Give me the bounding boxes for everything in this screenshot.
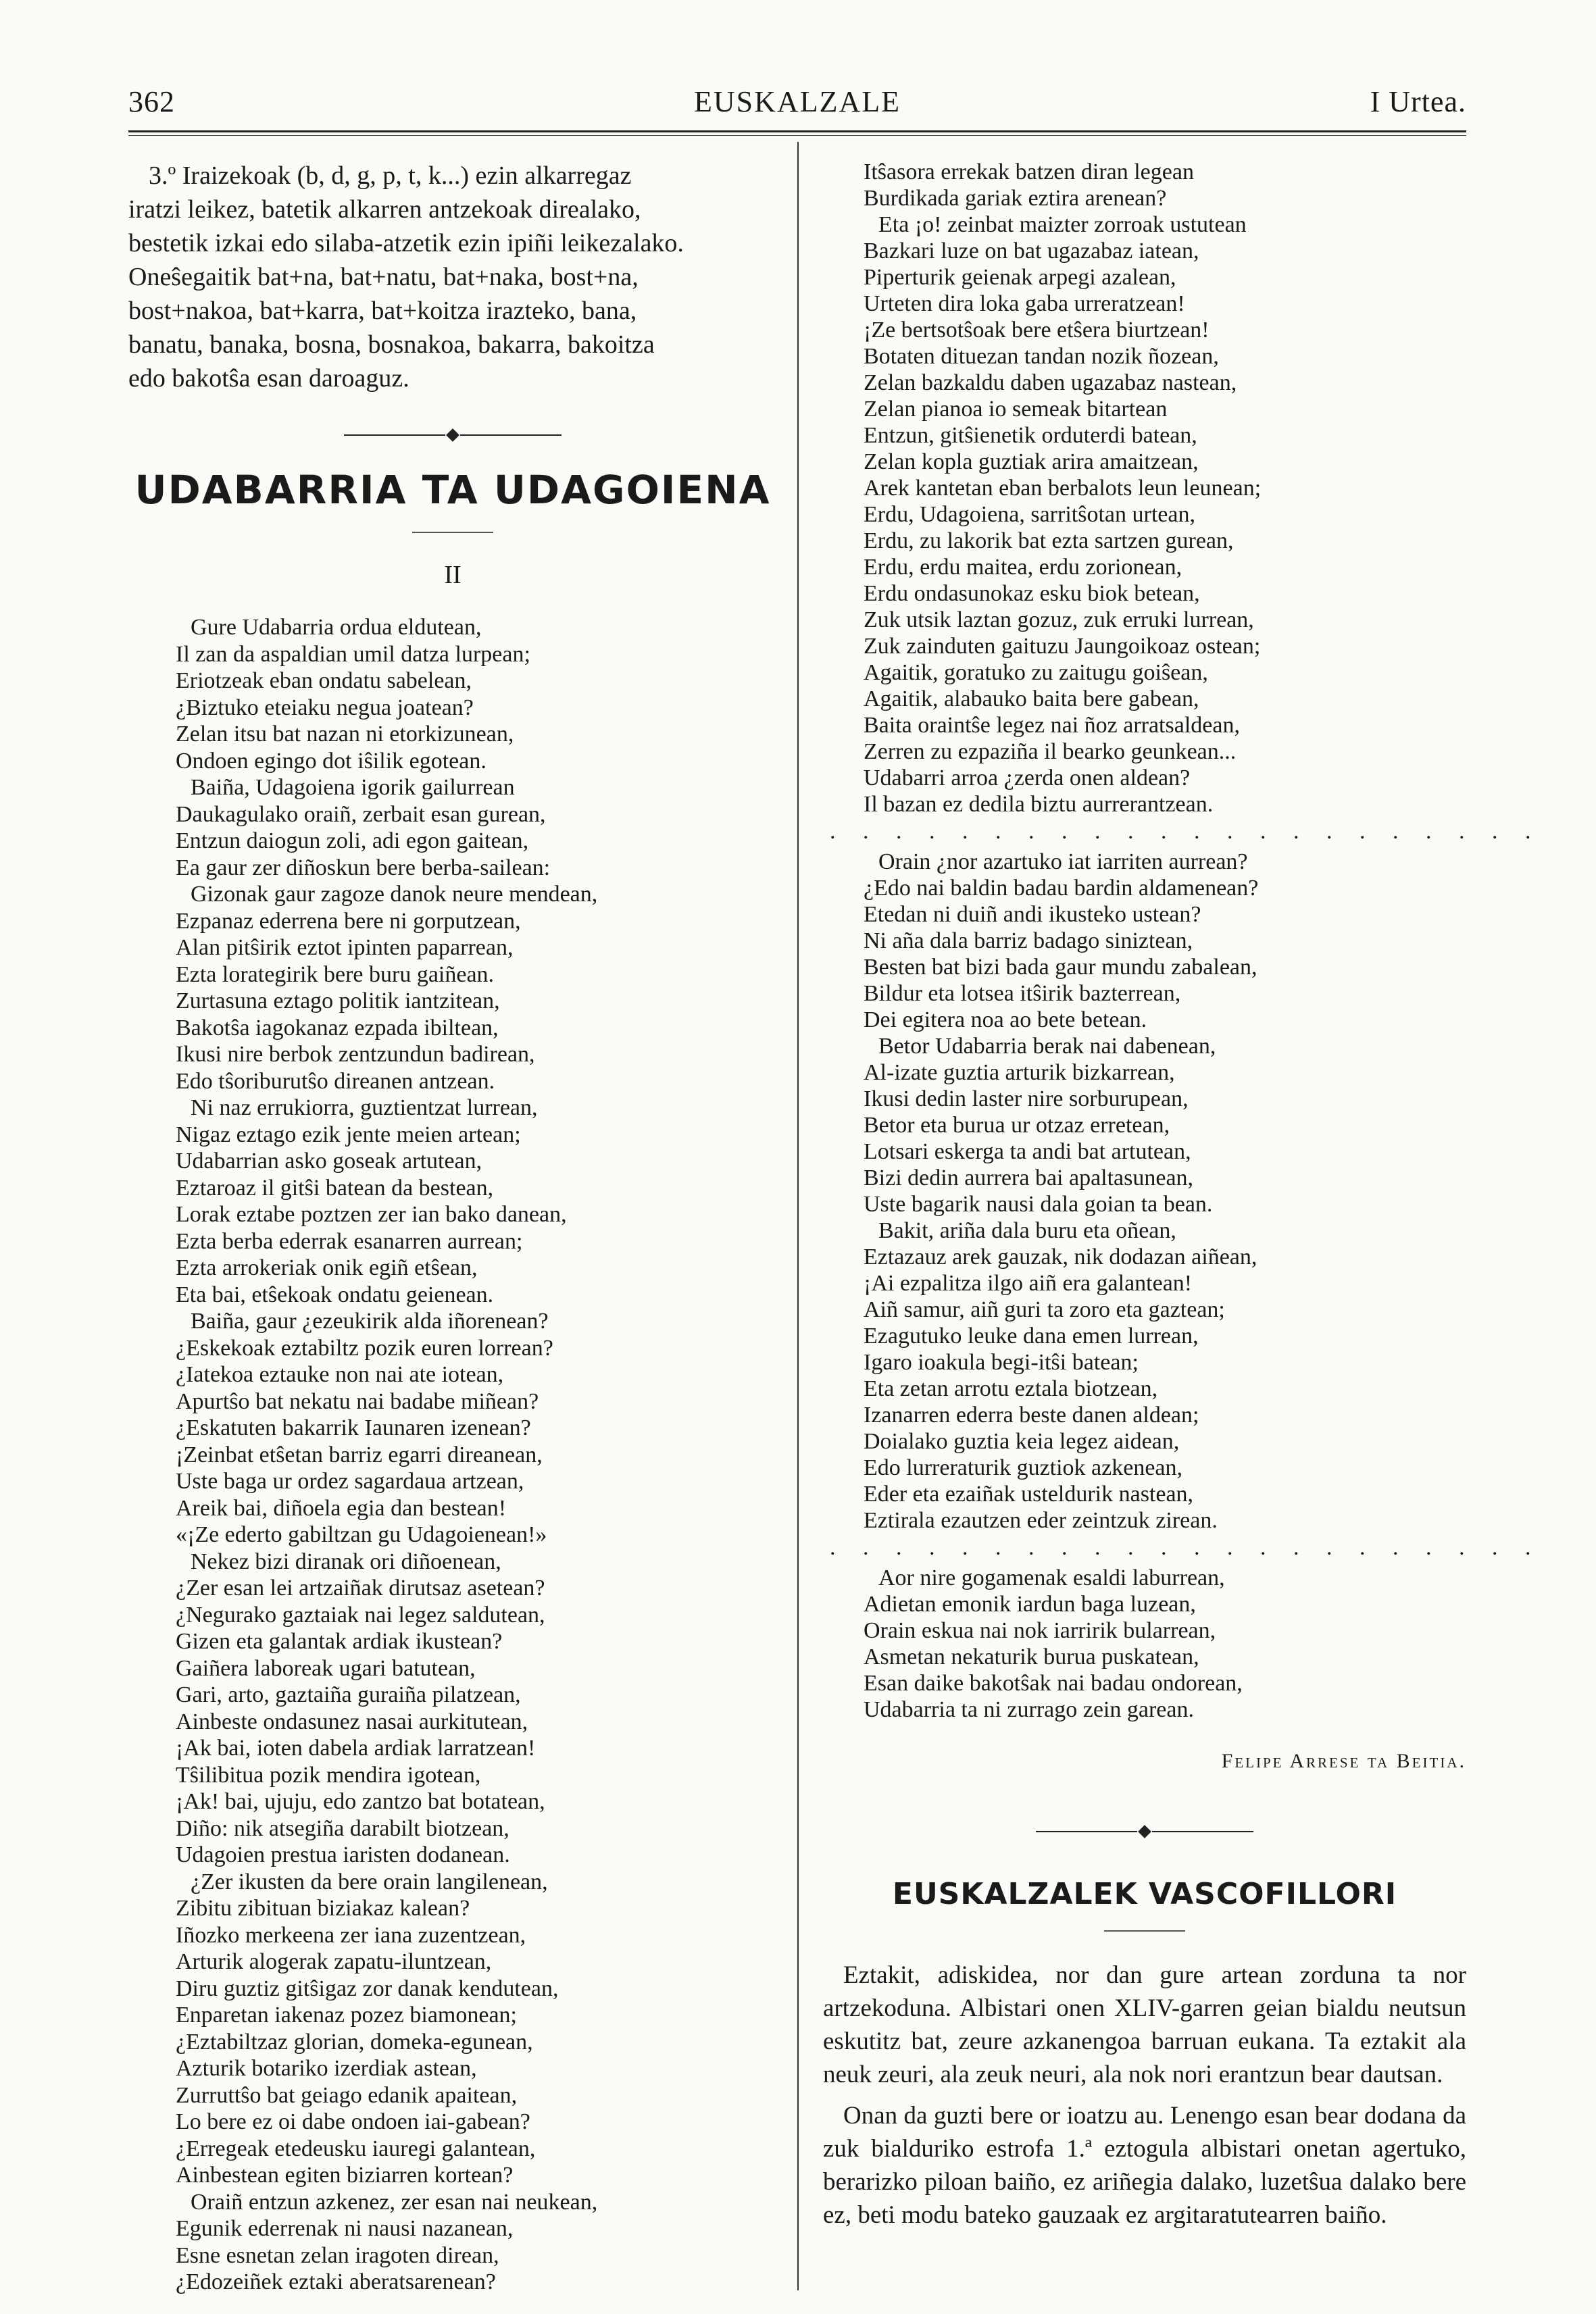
poem-line: Eriotzeak eban ondatu sabelean, [176, 668, 472, 693]
poem-line: Orain eskua nai nok iarririk bularrean, [864, 1618, 1216, 1643]
poem-line: Esne esnetan zelan iragoten direan, [176, 2242, 499, 2268]
poem-line: Bazkari luze on bat ugazabaz iatean, [864, 238, 1199, 263]
poem-line: Eztirala ezautzen eder zeintzuk zirean. [864, 1508, 1218, 1533]
poem-line: Oraiñ entzun azkenez, zer esan nai neukean, [191, 2189, 598, 2215]
page-number: 362 [128, 85, 175, 118]
poem-line: ¡Ak bai, ioten dabela ardiak larratzean! [176, 1736, 536, 1761]
poem-line: ¿Eztabiltzaz glorian, domeka-egunean, [176, 2029, 533, 2055]
poem-line: Diru guztiz gitŝigaz zor danak kendutean, [176, 1976, 559, 2001]
poem-line: Burdikada gariak eztira arenean? [864, 186, 1167, 211]
poem-line: Aiñ samur, aiñ guri ta zoro eta gaztean; [864, 1297, 1225, 1322]
poem-line: Gizen eta galantak ardiak ikustean? [176, 1629, 503, 1654]
poem-line: ¿Edo nai baldin badau bardin aldamenean? [864, 876, 1259, 901]
poem-line: ¿Iatekoa eztauke non nai ate iotean, [176, 1362, 504, 1387]
poem-line: Ni naz errukiorra, guztientzat lurrean, [191, 1095, 538, 1120]
poem-line: Eta ¡o! zeinbat maizter zorroak ustutean [878, 212, 1247, 237]
poem-line: Iñozko merkeena zer iana zuzentzean, [176, 1922, 526, 1948]
poem-line: Aor nire gogamenak esaldi laburrean, [878, 1565, 1225, 1590]
poem-line: Agaitik, alabauko baita bere gabean, [864, 686, 1199, 711]
poem-line: Zuk zainduten gaituzu Jaungoikoaz ostean; [864, 634, 1261, 659]
column-divider [797, 142, 799, 2290]
poem-line: Tŝilibitua pozik mendira igotean, [176, 1762, 481, 1788]
poem-line: ¿Eskekoak eztabiltz pozik euren lorrean? [176, 1335, 553, 1361]
poem-line: Doialako guztia keia legez aidean, [864, 1429, 1180, 1454]
poem-line: Arturik alogerak zapatu-iluntzean, [176, 1949, 492, 1974]
intro-line: Oneŝegaitik bat+na, bat+natu, bat+naka, bost+na, [128, 263, 639, 291]
poem-line: Betor Udabarria berak nai dabenean, [878, 1034, 1216, 1059]
poem-line: Edo tŝoriburutŝo direanen antzean. [176, 1068, 495, 1094]
poem-line: Zelan itsu bat nazan ni etorkizunean, [176, 722, 514, 747]
poem-line: Zerren zu ezpaziña il bearko geunkean... [864, 739, 1237, 764]
header-rule [128, 130, 1466, 132]
poem-line: ¡Ai ezpalitza ilgo aiñ era galantean! [864, 1271, 1193, 1296]
poem-line: Zurruttŝo bat geiago edanik apaitean, [176, 2082, 518, 2108]
journal-title: EUSKALZALE [694, 85, 901, 118]
poem-line: Entzun, gitŝienetik orduterdi batean, [864, 423, 1197, 448]
title-rule [412, 532, 493, 533]
ellipsis-separator: . . . . . . . . . . . . . . . . . . . . . . [830, 819, 1542, 844]
poem-line: Igaro ioakula begi-itŝi batean; [864, 1350, 1139, 1375]
poem-title: UDABARRIA TA UDAGOIENA [134, 467, 771, 513]
poem-line: Udabarrian asko goseak artutean, [176, 1149, 482, 1174]
poem-line: ¡Zeinbat etŝetan barriz egarri direanean, [176, 1442, 543, 1467]
poem-line: Baita oraintŝe legez nai ñoz arratsaldean, [864, 713, 1240, 738]
poem-line: Areik bai, diñoela egia dan bestean! [176, 1495, 507, 1521]
poem-line: Nigaz eztago ezik jente meien artean; [176, 1122, 521, 1147]
poem-line: Eztazauz arek gauzak, nik dodazan aiñean, [864, 1244, 1257, 1269]
poem-line: Arek kantetan eban berbalots leun leunean; [864, 476, 1262, 501]
section-ornament [128, 430, 777, 440]
poem-line: Il zan da aspaldian umil datza lurpean; [176, 641, 530, 667]
poem-line: Entzun daiogun zoli, adi egon gaitean, [176, 828, 529, 853]
poem-line: Bakotŝa iagokanaz ezpada ibiltean, [176, 1015, 499, 1040]
poem-line: Besten bat bizi bada gaur mundu zabalean, [864, 955, 1257, 980]
poem-line: Apurtŝo bat nekatu nai badabe miñean? [176, 1388, 539, 1414]
poem-line: Erdu ondasunokaz esku biok betean, [864, 581, 1200, 606]
poem-line: ¡Ze bertsotŝoak bere etŝera biurtzean! [864, 318, 1210, 343]
poem-line: ¿Erregeak etedeusku iauregi galantean, [176, 2136, 536, 2161]
poem-line: ¡Ak! bai, ujuju, edo zantzo bat botatean, [176, 1789, 545, 1814]
poem-line: Edo lurreraturik guztiok azkenean, [864, 1455, 1183, 1480]
poem-line: Piperturik geienak arpegi azalean, [864, 265, 1176, 290]
poem-author: Felipe Arrese ta Beitia. [1221, 1750, 1466, 1772]
poem-line: Ainbestean egiten biziarren kortean? [176, 2163, 514, 2188]
poem-line: ¿Zer esan lei artzaiñak dirutsaz asetean? [176, 1576, 545, 1601]
poem-line: Baiña, Udagoiena igorik gailurrean [191, 775, 515, 800]
poem-line: Zibitu zibituan biziakaz kalean? [176, 1896, 470, 1921]
poem-line: Eder eta ezaiñak usteldurik nastean, [864, 1482, 1194, 1507]
poem-line: Ezta arrokeriak onik egiñ etŝean, [176, 1255, 478, 1280]
poem-line: ¿Edozeiñek eztaki aberatsarenean? [176, 2269, 496, 2294]
poem-line: ¿Biztuko eteiaku negua joatean? [176, 695, 474, 720]
left-column [128, 159, 777, 2296]
poem-line: Eta bai, etŝekoak ondatu geienean. [176, 1282, 494, 1307]
poem-line: Gizonak gaur zagoze danok neure mendean, [191, 882, 598, 907]
poem-line: Itŝasora errekak batzen diran legean [864, 159, 1194, 184]
poem-line: Ni aña dala barriz badago siniztean, [864, 928, 1193, 953]
poem-line: Dei egitera noa ao bete betean. [864, 1007, 1147, 1032]
poem-line: Erdu, zu lakorik bat ezta sartzen gurean, [864, 528, 1234, 553]
poem-line: Azturik botariko izerdiak astean, [176, 2056, 477, 2081]
poem-line: Zelan pianoa io semeak bitartean [864, 397, 1168, 422]
poem-line: Egunik ederrenak ni nausi nazanean, [176, 2216, 514, 2241]
poem-line: Ainbeste ondasunez nasai aurkitutean, [176, 1709, 528, 1734]
intro-line: bost+nakoa, bat+karra, bat+koitza irazteko, bana, [128, 297, 637, 325]
poem-line: Daukagulako oraiñ, zerbait esan gurean, [176, 801, 546, 827]
poem-line: «¡Ze ederto gabiltzan gu Udagoienean!» [176, 1522, 547, 1547]
letter-paragraph: Onan da guzti bere or ioatzu au. Lenengo esan bear dodana da zuk bialduriko estrofa 1.ª eztogula albistari onetan agertuko, berarizko piloan baiño, ez ariñegia dalako, luzetŝua dalako bere ez, beti modu bateko gauzaak ez argitaratutearren baiño. [823, 2102, 1466, 2229]
letter-title: EUSKALZALEK VASCOFILLORI [892, 1877, 1397, 1911]
intro-line: banatu, banaka, bosna, bosnakoa, bakarra, bakoitza [128, 330, 655, 359]
poem-line: Ezta lorategirik bere buru gaiñean. [176, 961, 495, 987]
poem-line: ¿Negurako gaztaiak nai legez saldutean, [176, 1602, 545, 1628]
poem-line: Zelan bazkaldu daben ugazabaz nastean, [864, 370, 1237, 395]
ellipsis-separator: . . . . . . . . . . . . . . . . . . . . . . [830, 1535, 1542, 1560]
poem-line: Betor eta burua ur otzaz erretean, [864, 1113, 1170, 1138]
poem-line: Diño: nik atsegiña darabilt biotzean, [176, 1815, 509, 1841]
poem-line: Adietan emonik iardun baga luzean, [864, 1592, 1196, 1617]
poem-part-number: II [444, 561, 462, 589]
poem-line: Etedan ni duiñ andi ikusteko ustean? [864, 902, 1201, 927]
poem-line: Agaitik, goratuko zu zaitugu goiŝean, [864, 660, 1208, 685]
poem-line: Gari, arto, gaztaiña guraiña pilatzean, [176, 1682, 521, 1707]
intro-paragraph [128, 159, 777, 395]
poem-line: Ikusi dedin laster nire sorburupean, [864, 1086, 1189, 1111]
right-column [823, 159, 1542, 2232]
year-label: I Urtea. [1370, 85, 1466, 118]
intro-line: bestetik izkai edo silaba-atzetik ezin ipiñi leikezalako. [128, 229, 684, 257]
poem-line: Orain ¿nor azartuko iat iarriten aurrean? [878, 849, 1248, 874]
poem-line: Ikusi nire berbok zentzundun badirean, [176, 1042, 535, 1067]
poem-line: Uste baga ur ordez sagardaua artzean, [176, 1469, 524, 1494]
poem-line: Gure Udabarria ordua eldutean, [191, 615, 482, 640]
poem-line: Zelan kopla guztiak arira amaitzean, [864, 449, 1199, 474]
poem-line: Udabarri arroa ¿zerda onen aldean? [864, 765, 1191, 790]
poem-line: Asmetan nekaturik burua puskatean, [864, 1644, 1199, 1669]
poem-line: Urteten dira loka gaba urreratzean! [864, 291, 1185, 316]
intro-line: edo bakotŝa esan daroaguz. [128, 364, 409, 393]
poem-line: Ondoen egingo dot iŝilik egotean. [176, 748, 487, 774]
poem-line: ¿Zer ikusten da bere orain langilenean, [191, 1869, 548, 1894]
intro-line: 3.º Iraizekoak (b, d, g, p, t, k...) ezin alkarregaz [149, 161, 632, 190]
poem-line: Bakit, ariña dala buru eta oñean, [878, 1218, 1176, 1243]
poem-line: Udabarria ta ni zurrago zein garean. [864, 1697, 1194, 1722]
poem-line: Lorak eztabe poztzen zer ian bako danean, [176, 1202, 567, 1227]
poem-line: Bildur eta lotsea itŝirik bazterrean, [864, 981, 1181, 1006]
poem-line: Erdu, erdu maitea, erdu zorionean, [864, 555, 1182, 580]
poem-line: Nekez bizi diranak ori diñoenean, [191, 1549, 501, 1574]
poem-line: Lo bere ez oi dabe ondoen iai-gabean? [176, 2109, 530, 2134]
poem-line: Erdu, Udagoiena, sarritŝotan urtean, [864, 502, 1195, 527]
poem-right-stanzas-3 [823, 1565, 1466, 1723]
poem-line: Ezagutuko leuke dana emen lurrean, [864, 1324, 1199, 1349]
poem-line: Udagoien prestua iaristen dodanean. [176, 1842, 510, 1867]
intro-line: iratzi leikez, batetik alkarren antzekoak direalako, [128, 195, 641, 224]
section-ornament [823, 1827, 1466, 1836]
poem-right-stanzas-1 [823, 159, 1466, 818]
poem-line: Uste bagarik nausi dala goian ta bean. [864, 1192, 1213, 1217]
poem-line: Al-izate guztia arturik bizkarrean, [864, 1060, 1175, 1085]
poem-line: Ezpanaz ederrena bere ni gorputzean, [176, 908, 521, 934]
title-rule [1104, 1930, 1185, 1932]
letter-body [823, 1959, 1466, 2232]
poem-right-stanzas-2 [823, 849, 1466, 1534]
poem-line: Zurtasuna eztago politik iantzitean, [176, 988, 500, 1013]
poem-line: Bizi dedin aurrera bai apaltasunean, [864, 1165, 1194, 1190]
letter-paragraph: Eztakit, adiskidea, nor dan gure artean zorduna ta nor artzekoduna. Albistari onen XLIV-garren geian bialdu neutsun eskutitz bat, zeure azkanengoa barruan eukana. Ta eztakit ala neuk zeuri, ala zeuk neuri, ala nok nori erantzun bear dautsan. [823, 1961, 1466, 2088]
poem-line: Il bazan ez dedila biztu aurrerantzean. [864, 792, 1214, 817]
poem-line: Baiña, gaur ¿ezeukirik alda iñorenean? [191, 1309, 549, 1334]
poem-line: Alan pitŝirik eztot ipinten paparrean, [176, 935, 514, 960]
poem-line: Esan daike bakotŝak nai badau ondorean, [864, 1671, 1243, 1696]
poem-line: Lotsari eskerga ta andi bat artutean, [864, 1139, 1191, 1164]
poem-line: Ea gaur zer diñoskun bere berba-sailean: [176, 855, 551, 880]
poem-line: Gaiñera laboreak ugari batutean, [176, 1655, 476, 1681]
poem-line: Ezta berba ederrak esanarren aurrean; [176, 1228, 523, 1254]
header-rule-thin [128, 135, 1466, 136]
poem-line: Zuk utsik laztan gozuz, zuk erruki lurrean, [864, 607, 1254, 632]
poem-line: Eztaroaz il gitŝi batean da bestean, [176, 1175, 494, 1201]
poem-line: ¿Eskatuten bakarrik Iaunaren izenean? [176, 1415, 531, 1440]
poem-line: Enparetan iakenaz pozez biamonean; [176, 2003, 518, 2028]
page-header [128, 84, 1466, 132]
poem-line: Eta zetan arrotu eztala biotzean, [864, 1376, 1158, 1401]
poem-line: Izanarren ederra beste danen aldean; [864, 1403, 1199, 1428]
poem-line: Botaten dituezan tandan nozik ñozean, [864, 344, 1219, 369]
poem-left-stanzas [128, 614, 777, 2296]
